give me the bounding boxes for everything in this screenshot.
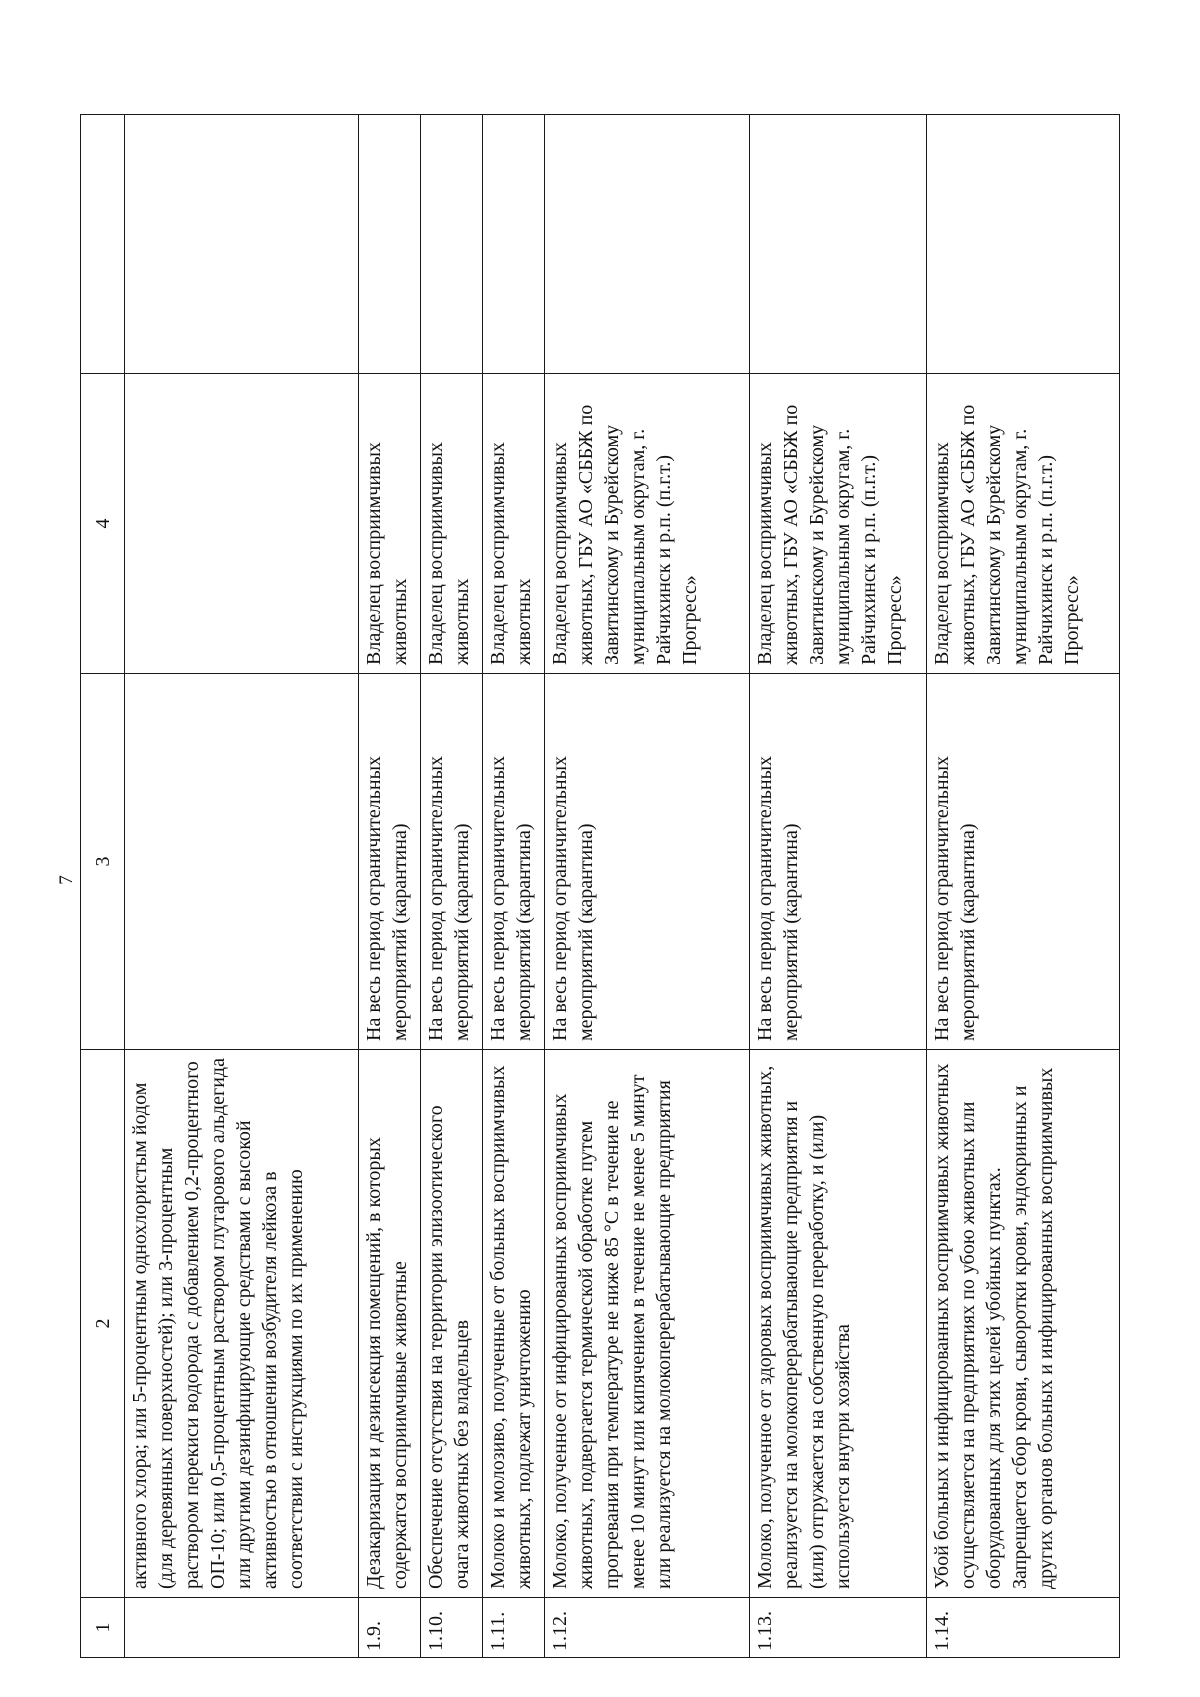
row-extra — [482, 115, 544, 374]
row-extra — [926, 115, 1119, 374]
measures-table — [80, 114, 1120, 1658]
row-number: 1.14. — [926, 1598, 1119, 1658]
row-extra — [359, 115, 421, 374]
table-row — [421, 115, 483, 1658]
row-period: На весь период ограничительных мероприятий (карантина) — [482, 674, 544, 1050]
page-number: 7 — [56, 875, 77, 885]
table-row — [359, 115, 421, 1658]
row-measure: активного хлора; или 5-процентным однохлористым йодом (для деревянных поверхностей); или 3-процентным раствором перекиси водорода с добавлением 0,2-процентного ОП-10; или 0,5-процентным раствором глутарового альдегида или другими дезинфицирующие средствами с высокой активностью в отношении возбудителя лейкоза в соответствии с инструкциями по их применению — [125, 1050, 359, 1598]
row-period: На весь период ограничительных мероприятий (карантина) — [421, 674, 483, 1050]
table-row — [750, 115, 927, 1658]
row-extra — [125, 115, 359, 374]
table-row — [544, 115, 749, 1658]
row-period: На весь период ограничительных мероприятий (карантина) — [544, 674, 749, 1050]
row-responsible: Владелец восприимчивых животных — [421, 374, 483, 674]
row-measure: Убой больных и инфицированных восприимчивых животных осуществляется на предприятиях по убою животных или оборудованных для этих целей убойных пунктах. Запрещается сбор крови, сыворотки крови, эндокринных и других органов больных и инфицированных восприимчивых — [926, 1050, 1119, 1598]
table-header-row — [81, 115, 125, 1658]
row-responsible: Владелец восприимчивых животных, ГБУ АО «СББЖ по Завитинскому и Бурейскому муниципальным округам, г. Райчихинск и р.п. (п.г.т.) Прогресс» — [750, 374, 927, 674]
row-measure: Обеспечение отсутствия на территории эпизоотического очага животных без владельцев — [421, 1050, 483, 1598]
header-col-2: 2 — [81, 1050, 125, 1598]
row-measure: Молоко и молозиво, полученные от больных восприимчивых животных, подлежат уничтожению — [482, 1050, 544, 1598]
row-measure: Молоко, полученное от здоровых восприимчивых животных, реализуется на молокоперерабатывающие предприятия и (или) отгружается на собственную переработку, и (или) используется внутри хозяйства — [750, 1050, 927, 1598]
row-measure: Молоко, полученное от инфицированных восприимчивых животных, подвергается термической обработке путем прогревания при температуре не ниже 85 °С в течение не менее 10 минут или кипячением в течение не менее 5 минут или реализуется на молокоперерабатывающие предприятия — [544, 1050, 749, 1598]
header-col-5 — [81, 115, 125, 374]
table-row — [926, 115, 1119, 1658]
row-responsible: Владелец восприимчивых животных — [482, 374, 544, 674]
row-measure: Дезакаризация и дезинсекция помещений, в которых содержатся восприимчивые животные — [359, 1050, 421, 1598]
row-number: 1.13. — [750, 1598, 927, 1658]
table-row — [482, 115, 544, 1658]
document-table-frame — [80, 115, 1120, 1658]
table-row — [125, 115, 359, 1658]
row-number — [125, 1598, 359, 1658]
header-col-4: 4 — [81, 374, 125, 674]
row-responsible: Владелец восприимчивых животных, ГБУ АО «СББЖ по Завитинскому и Бурейскому муниципальным округам, г. Райчихинск и р.п. (п.г.т.) Прогресс» — [926, 374, 1119, 674]
header-col-1: 1 — [81, 1598, 125, 1658]
row-extra — [544, 115, 749, 374]
row-period — [125, 674, 359, 1050]
row-extra — [421, 115, 483, 374]
row-extra — [750, 115, 927, 374]
row-number: 1.11. — [482, 1598, 544, 1658]
row-responsible: Владелец восприимчивых животных, ГБУ АО «СББЖ по Завитинскому и Бурейскому муниципальным округам, г. Райчихинск и р.п. (п.г.т.) Прогресс» — [544, 374, 749, 674]
row-responsible — [125, 374, 359, 674]
row-number: 1.10. — [421, 1598, 483, 1658]
row-number: 1.12. — [544, 1598, 749, 1658]
header-col-3: 3 — [81, 674, 125, 1050]
row-period: На весь период ограничительных мероприятий (карантина) — [750, 674, 927, 1050]
row-responsible: Владелец восприимчивых животных — [359, 374, 421, 674]
row-period: На весь период ограничительных мероприятий (карантина) — [926, 674, 1119, 1050]
row-period: На весь период ограничительных мероприятий (карантина) — [359, 674, 421, 1050]
row-number: 1.9. — [359, 1598, 421, 1658]
